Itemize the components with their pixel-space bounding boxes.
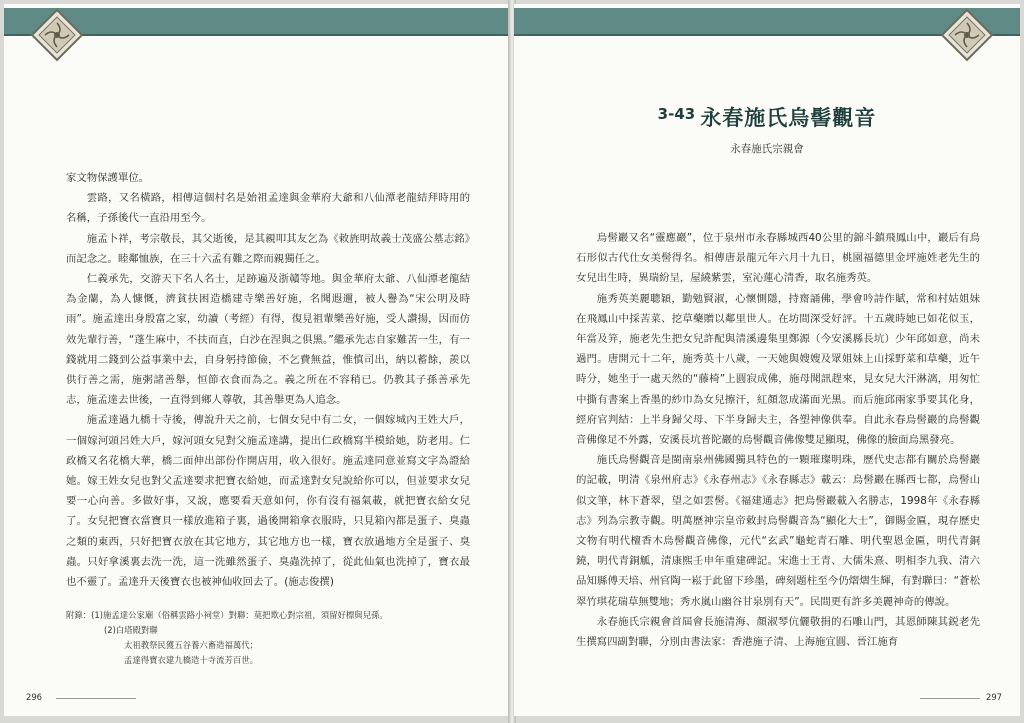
- article-heading: [514, 102, 1020, 132]
- note-line: (2)白塔殿對聯: [104, 625, 158, 635]
- left-header-emblem-icon: [30, 8, 84, 62]
- article-number: 3-43: [657, 105, 696, 123]
- note-line: 太祖教祭民獲五谷養六畜造福萬代；: [124, 640, 258, 650]
- note-line: 附錄：(1)施孟達公家廟（俗稱雲路小祠堂）對聯：莫把欺心對宗祖，須留好標與兒孫。: [66, 610, 388, 620]
- right-body-text: [576, 228, 980, 652]
- appendix-notes: [66, 608, 486, 668]
- left-body-text: [66, 168, 470, 592]
- left-paragraph: 家文物保護單位。: [66, 172, 150, 184]
- right-paragraph: 永春施氏宗親會首屆會長施清海、顏淑琴伉儷敬捐的石雕山門，其恩師陳其鋭老先生撰寫四副對聯，分別由書法家：香港施子清、上海施宜圓、晉江施育: [576, 615, 980, 649]
- left-page: [4, 4, 510, 716]
- article-title: 永春施氏烏髻觀音: [700, 105, 877, 130]
- right-page: [514, 4, 1020, 716]
- left-paragraph: 施孟達過九橋十寺後，傳說升天之前，七個女兒中有二女，一個嫁城內王姓大戶，一個嫁河頭呂姓大戶，嫁河頭女兒對父施孟達講，提出仁政橋寫半模給她，防老用。仁政橋又名花橋大華，橋二面伸出部份作開店用，收入很好。施孟達同意並寫文字為證給她。嫁王姓女兒也對父孟達要求把寶衣給她，而孟達對女兒說給你可以，但並要求女兒要一心向善。多做好事，又說，應要看天意如何，你有沒有福氣載，就把寶衣給女兒了。女兒把寶衣當寶貝一樣放進箱子裏，過後開箱拿衣服時，只見箱內都是蛋子、臭蟲之類的東西，只好把寶衣放在其它地方，其它地方也一樣，寶衣放過地方全是蛋子、臭蟲。只好拿溪裏去洗一洗，這一洗雖然蛋子、臭蟲洗掉了，從此仙氣也洗掉了，寶衣最也不靈了。孟達升天後寶衣也被神仙收回去了。(施志俊撰): [66, 414, 470, 589]
- right-footer-rule: [920, 698, 980, 699]
- left-paragraph: 施孟卜祥，考宗敬長，其父逝後，是其親叩其友乞為《敕旌明故義士茂盛公墓志銘》而記念之。睦鄰恤族，在三十六孟有難之際而親獨任之。: [66, 232, 470, 265]
- right-paragraph: 烏髻巖又名“靈應巖”，位于泉州市永春縣城西40公里的錦斗鎮飛鳳山中，巖后有烏石形似古代仕女美髻得名。相傳唐景龍元年六月十九日，桃園福德里金坪施姓老先生的女兒出生時，異瑞紛呈，屋繞紫雲，室沁蓮心清香，取名施秀英。: [576, 232, 980, 285]
- right-page-number: 297: [986, 692, 1002, 702]
- right-header-emblem-icon: [940, 8, 994, 62]
- right-paragraph: 施氏烏髻觀音是閩南泉州佛國獨具特色的一顆璀璨明珠，歷代史志都有關於烏髻巖的記載，明清《泉州府志》《永春州志》《永春縣志》載云：烏髻巖在縣西七都，烏髻山似文筆，林下蒼翠，望之如雲髻。《福建通志》把烏髻巖載入名勝志，1998年《永春縣志》列為宗教寺觀。明萬歷神宗皇帝敕封烏髻觀音為“顯化大士”，御賜金匾，現存歷史文物有明代檀香木烏髻觀音佛像，元代“玄武”龜蛇青石雕、明代聖恩金匾，明代青銅鐃，明代青銅觚，清康熙壬申年重建碑記。宋進士王青、大儒朱熹、明相李九我、清六品知縣傅天培、州官陶一崧于此留下珍墨，碑刻題柱至今仍熠熠生輝，有對聯曰：“蒼松翠竹琪花瑞草無雙地；秀水嵐山幽谷甘泉別有天”。民間更有許多美麗神奇的傳說。: [576, 454, 980, 608]
- note-line: 孟達得寶衣建九橋造十寺流芳百世。: [124, 655, 258, 665]
- article-author: 永春施氏宗親會: [730, 143, 804, 155]
- left-page-number: 296: [26, 692, 42, 702]
- left-paragraph: 雲路，又名橫路，相傳這個村名是始祖孟達與金華府大爺和八仙潭老龍結拜時用的名稱，子孫後代一直沿用至今。: [66, 192, 470, 225]
- right-paragraph: 施秀英美麗聰穎，勤勉賢淑，心懷惻隱，持齋誦佛，學會吟詩作賦，常和村姑姐妹在飛鳳山中採苦菜、挖草藥贈以鄰里世人。在坊間深受好評。十五歲時她已如花似玉，年當及笄，施老先生把女兒許配與清溪邊集里鄭源（今安溪縣長坑）少年邱如意，尚未過門。唐開元十二年，施秀英十八歲，一天她與嫂嫂及眾姐妹上山採野菜和草藥，近午時分，她坐于一處天然的“藤椅”上圓寂成佛，施母聞訊趕來，見女兒大汗淋漓，用匆忙中撕有書案上香墨的紗巾為女兒擦汗，紅顏忽成滿面光黑。而后施邱兩家爭要其化身，經府官判結：上半身歸父母、下半身歸夫主，各塑神像供奉。自此永春烏髻巖的烏髻觀音佛像足不外露，安溪長坑普陀巖的烏髻觀音佛像雙足顯現，佛像的臉面烏黑發亮。: [576, 292, 980, 447]
- left-footer-rule: [56, 698, 136, 699]
- left-paragraph: 仁義承先，交游天下名人名士，足跡遍及浙贛等地。與金華府太爺、八仙潭老龍結為金蘭，為人慷慨，濟貧扶困造橋建寺樂善好施，名聞遐邇，被人譽為“宋公明及時雨”。施孟達出身殷富之家，幼讀（考經）有得，復見祖輩樂善好施，受人讚揚，因而仿效先輩行善，“蓬生麻中，不扶而直，白沙在涅與之俱黑。”繼承先志自家難苦一生，有一錢就用二錢到公益事業中去，自身躬持節儉，不乞費無益，惟慎司出，納以蓄餘，羨以供行善之需，施粥諸善舉，恒節衣食而為之。義之所在不容稍已。仍教其子孫善承先志，施孟達去世後，一直得到鄉人尊敬，其善舉更為人追念。: [66, 273, 470, 407]
